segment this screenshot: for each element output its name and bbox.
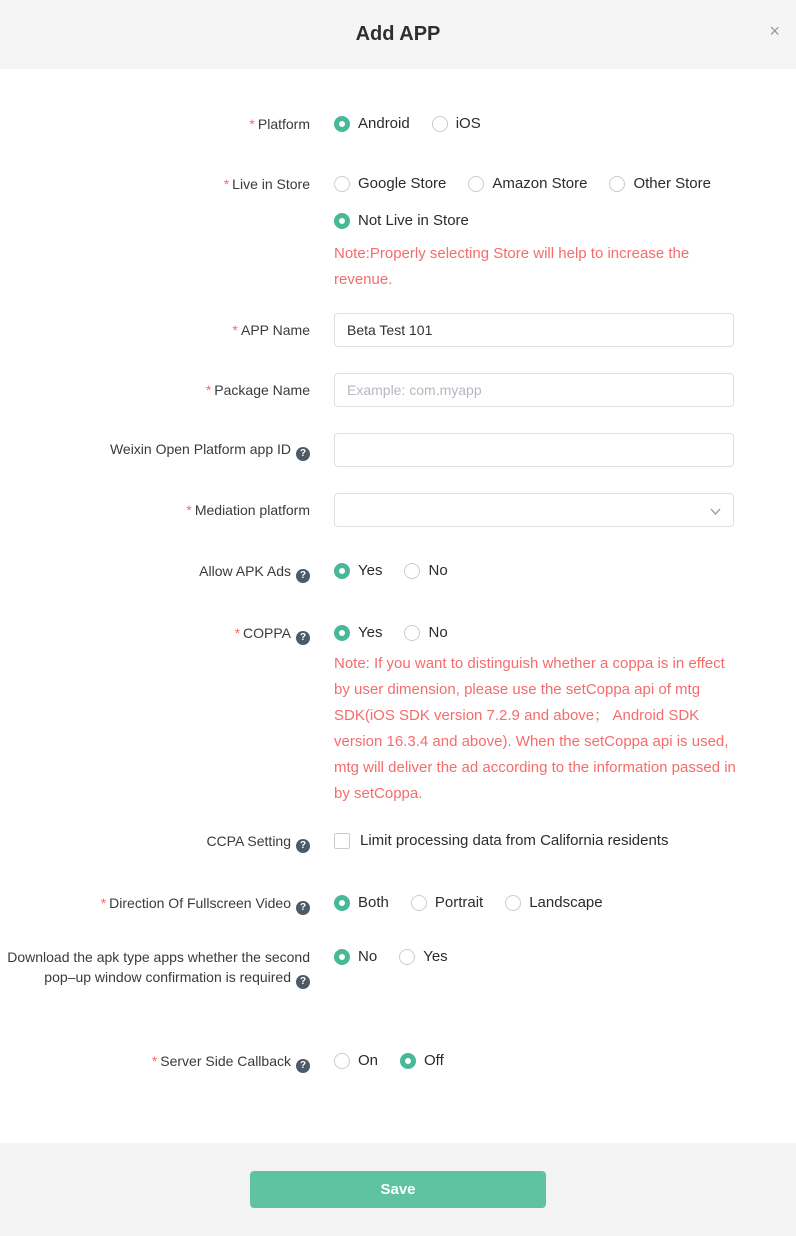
allow-apk-ads-label: Allow APK Ads ?	[0, 561, 310, 583]
weixin-app-id-label: Weixin Open Platform app ID ?	[0, 439, 310, 461]
help-icon[interactable]: ?	[296, 631, 310, 645]
row-ccpa-setting	[0, 831, 796, 853]
radio-label: No	[428, 624, 448, 641]
radio-direction-portrait[interactable]	[411, 893, 483, 913]
radio-icon[interactable]	[404, 563, 420, 579]
radio-amazon-store[interactable]	[468, 174, 587, 194]
radio-icon[interactable]	[334, 949, 350, 965]
add-app-form	[0, 69, 796, 1133]
radio-coppa-yes[interactable]	[334, 623, 382, 643]
weixin-app-id-input[interactable]	[334, 433, 734, 467]
radio-label: Android	[358, 115, 410, 132]
live-in-store-label: * Live in Store	[223, 176, 310, 192]
help-icon[interactable]: ?	[296, 447, 310, 461]
radio-label: Both	[358, 894, 389, 911]
radio-callback-on[interactable]	[334, 1051, 378, 1071]
radio-platform-android[interactable]	[334, 114, 410, 134]
required-mark: *	[100, 895, 107, 911]
help-icon[interactable]: ?	[296, 901, 310, 915]
mediation-platform-select[interactable]	[334, 493, 734, 527]
radio-label: No	[428, 562, 448, 579]
row-live-in-store	[0, 174, 796, 293]
required-mark: *	[205, 382, 212, 398]
store-note: Note:Properly selecting Store will help to increase the revenue.	[334, 245, 690, 288]
radio-download-no[interactable]	[334, 947, 377, 967]
row-mediation-platform	[0, 493, 796, 527]
package-name-input[interactable]	[334, 373, 734, 407]
radio-download-yes[interactable]	[399, 947, 447, 967]
row-app-name	[0, 313, 796, 347]
server-callback-radio-group	[334, 1051, 444, 1071]
package-name-label: * Package Name	[205, 382, 310, 398]
help-icon[interactable]: ?	[296, 1059, 310, 1073]
platform-label: * Platform	[249, 116, 310, 132]
required-mark: *	[186, 502, 192, 518]
store-radio-group-line2	[334, 211, 736, 231]
radio-apk-ads-yes[interactable]	[334, 561, 382, 581]
radio-icon[interactable]	[334, 176, 350, 192]
row-platform	[0, 114, 796, 134]
app-name-label: * APP Name	[232, 322, 310, 338]
radio-not-live-in-store[interactable]	[334, 211, 469, 231]
radio-direction-landscape[interactable]	[505, 893, 602, 913]
radio-icon[interactable]	[468, 176, 484, 192]
radio-callback-off[interactable]	[400, 1051, 444, 1071]
radio-direction-both[interactable]	[334, 893, 389, 913]
chevron-down-icon	[710, 506, 721, 517]
coppa-note: Note: If you want to distinguish whether a coppa is in effect by user dimension, please use the setCoppa api of mtg SDK(iOS SDK version 7.2.9 and above； Android SDK version 16.3.4 and above). When the setCoppa api is used, mtg will deliver the ad according to the information passed in by setCoppa.	[334, 655, 736, 802]
allow-apk-ads-radio-group	[334, 561, 448, 581]
required-mark: *	[249, 116, 255, 132]
radio-icon[interactable]	[334, 625, 350, 641]
row-coppa	[0, 623, 796, 807]
checkbox-icon[interactable]	[334, 833, 350, 849]
close-icon[interactable]: ×	[769, 21, 780, 41]
radio-label: Google Store	[358, 175, 447, 192]
row-weixin-app-id	[0, 433, 796, 467]
radio-other-store[interactable]	[609, 174, 711, 194]
coppa-label: * COPPA ?	[0, 623, 310, 645]
radio-label: Off	[424, 1052, 444, 1069]
radio-icon[interactable]	[399, 949, 415, 965]
row-package-name	[0, 373, 796, 407]
radio-icon[interactable]	[334, 116, 350, 132]
row-server-side-callback	[0, 1051, 796, 1073]
ccpa-checkbox-row[interactable]	[334, 831, 668, 851]
radio-icon[interactable]	[609, 176, 625, 192]
radio-label: Not Live in Store	[358, 212, 469, 229]
radio-label: Yes	[423, 948, 448, 965]
direction-label: * Direction Of Fullscreen Video ?	[0, 893, 310, 915]
save-button[interactable]: Save	[250, 1171, 546, 1208]
radio-icon[interactable]	[334, 1053, 350, 1069]
radio-label: On	[358, 1052, 379, 1069]
row-allow-apk-ads	[0, 561, 796, 583]
radio-icon[interactable]	[334, 563, 350, 579]
radio-icon[interactable]	[404, 625, 420, 641]
radio-icon[interactable]	[334, 895, 350, 911]
required-mark: *	[232, 322, 238, 338]
required-mark: *	[223, 176, 230, 192]
radio-coppa-no[interactable]	[404, 623, 447, 643]
help-icon[interactable]: ?	[296, 975, 310, 989]
help-icon[interactable]: ?	[296, 569, 310, 583]
download-confirm-radio-group	[334, 947, 448, 967]
radio-icon[interactable]	[505, 895, 521, 911]
direction-radio-group	[334, 893, 603, 913]
radio-icon[interactable]	[334, 213, 350, 229]
radio-platform-ios[interactable]	[432, 114, 481, 134]
required-mark: *	[151, 1053, 158, 1069]
radio-apk-ads-no[interactable]	[404, 561, 447, 581]
ccpa-setting-label: CCPA Setting ?	[0, 831, 310, 853]
radio-label: Yes	[358, 624, 383, 641]
checkbox-label: Limit processing data from California residents	[360, 832, 669, 849]
radio-label: iOS	[455, 115, 481, 132]
row-download-confirm	[0, 947, 796, 989]
store-radio-group	[334, 174, 736, 194]
row-direction-fullscreen-video	[0, 893, 796, 915]
radio-label: Portrait	[434, 894, 484, 911]
radio-icon[interactable]	[411, 895, 427, 911]
server-callback-label: * Server Side Callback ?	[0, 1051, 310, 1073]
coppa-radio-group	[334, 623, 736, 643]
dialog-footer	[0, 1143, 796, 1236]
radio-label: Landscape	[529, 894, 603, 911]
app-name-input[interactable]	[334, 313, 734, 347]
radio-label: Other Store	[633, 175, 711, 192]
platform-radio-group	[334, 114, 481, 134]
required-mark: *	[234, 625, 241, 641]
radio-label: Yes	[358, 562, 383, 579]
radio-label: No	[358, 948, 378, 965]
radio-label: Amazon Store	[492, 175, 588, 192]
radio-icon[interactable]	[400, 1053, 416, 1069]
download-confirm-label: Download the apk type apps whether the second pop–up window confirmation is required ?	[7, 949, 310, 987]
help-icon[interactable]: ?	[296, 839, 310, 853]
dialog-header	[0, 0, 796, 69]
radio-google-store[interactable]	[334, 174, 446, 194]
mediation-platform-label: * Mediation platform	[186, 502, 310, 518]
radio-icon[interactable]	[432, 116, 448, 132]
page-title: Add APP	[355, 23, 441, 45]
